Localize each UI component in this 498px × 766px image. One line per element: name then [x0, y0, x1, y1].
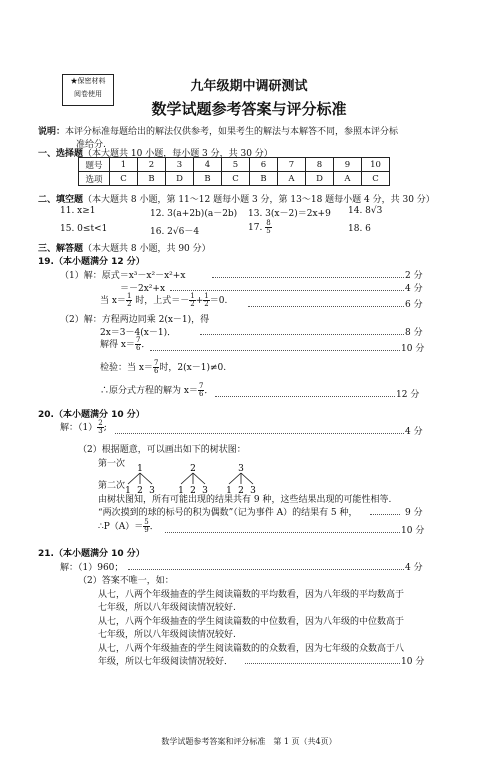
- tree-edge: [140, 473, 152, 484]
- dot-leader: [165, 532, 400, 533]
- numerator: 7: [153, 359, 159, 367]
- q19-line: （1）解：原式＝x³－x²－x²+x: [60, 271, 186, 281]
- stamp-line: 阅卷使用: [74, 90, 102, 98]
- dot-leader: [245, 663, 400, 664]
- section-solve: [38, 241, 211, 254]
- section-title: 二、填空题: [38, 195, 84, 205]
- score: 4 分: [405, 284, 423, 294]
- numerator: 7: [198, 382, 204, 390]
- tree-node: 2: [190, 464, 196, 474]
- dot-leader: [248, 306, 404, 307]
- text: +: [195, 296, 204, 306]
- table-row: [79, 158, 390, 172]
- text: 当 x＝: [100, 296, 126, 306]
- q21-line: 年级，所以七年级阅读情况较好．: [98, 657, 234, 667]
- table-cell: C: [222, 172, 250, 186]
- table-cell: B: [194, 172, 222, 186]
- dot-leader: [150, 350, 400, 351]
- score: 10 分: [401, 526, 425, 536]
- q19-line: [100, 360, 226, 375]
- answer-num: 17.: [248, 223, 263, 233]
- note-line: [38, 124, 398, 137]
- q20-line: [98, 519, 159, 534]
- table-cell: 9: [334, 158, 362, 172]
- denominator: 3: [98, 427, 103, 435]
- tree-label-second: 第二次: [98, 481, 126, 491]
- question-21-head: 21.（本小题满分 10 分）: [38, 549, 145, 559]
- q21-line: 从七，八两个年级抽查的学生阅读篇数的平均数看，因为八年级的平均数高于: [98, 590, 405, 600]
- q19-line: [100, 337, 150, 352]
- text: 时，2(x－1)≠0.: [159, 363, 227, 373]
- tree-label-first: 第一次: [98, 459, 126, 469]
- tree-leaf: 1: [178, 486, 184, 494]
- tree-leaf: 2: [238, 486, 244, 494]
- table-cell: 6: [250, 158, 278, 172]
- dot-leader: [115, 433, 404, 434]
- tree-node: 1: [137, 464, 143, 474]
- table-cell: 1: [110, 158, 138, 172]
- answer-16: 16. 2√6－4: [150, 227, 200, 237]
- text: ．: [204, 386, 214, 396]
- q19-line: （2）解：方程两边同乘 2(x－1)，得: [60, 315, 210, 325]
- text: 解得 x＝: [100, 340, 135, 350]
- table-row: [79, 172, 390, 186]
- numerator: 7: [135, 336, 141, 344]
- tree-leaf: 3: [202, 486, 208, 494]
- q19-line: ＝－2x²+x: [120, 284, 166, 294]
- q19-line: [100, 383, 213, 398]
- q20-line: 由树状图知，所有可能出现的结果共有 9 种，这些结果出现的可能性相等.: [98, 495, 392, 505]
- table-cell: 4: [194, 158, 222, 172]
- dot-leader: [212, 277, 404, 278]
- question-20-head: 20.（本小题满分 10 分）: [38, 410, 145, 420]
- text: ∴P（A）＝: [98, 522, 144, 532]
- dot-leader: [215, 396, 395, 397]
- table-cell: D: [306, 172, 334, 186]
- score: 12 分: [396, 390, 420, 400]
- q21-line: 解：（1）960；: [60, 563, 124, 573]
- text: 解：（1）: [60, 423, 98, 433]
- tree-leaf: 2: [137, 486, 143, 494]
- tree-edge: [241, 473, 253, 484]
- page-footer: 数学试题参考答案和评分标准 第 1 页（共4页）: [161, 737, 337, 746]
- score: 10 分: [401, 344, 425, 354]
- q21-line: 七年级，所以八年级阅读情况较好.: [98, 603, 236, 613]
- table-header: 选项: [79, 172, 110, 186]
- q20-line: （2）根据题意，可以画出如下的树状图：: [78, 445, 246, 455]
- score: 2 分: [405, 271, 423, 281]
- denominator: 2: [204, 300, 209, 308]
- fraction: [265, 220, 271, 235]
- dot-leader: [370, 514, 400, 515]
- note-text: 本评分标准每题给出的解法仅供参考，如果考生的解法与本解答不同，参照本评分标: [65, 127, 399, 137]
- dot-leader: [200, 334, 404, 335]
- note-label: 说明：: [38, 127, 66, 137]
- score: 10 分: [401, 657, 425, 667]
- text: 时，上式＝－: [132, 296, 190, 306]
- table-cell: C: [362, 172, 390, 186]
- tree-leaf: 3: [250, 486, 256, 494]
- stamp-line: ★保密材料: [70, 77, 106, 85]
- denominator: 2: [190, 300, 195, 308]
- q21-line: 七年级，所以八年级阅读情况较好.: [98, 630, 236, 640]
- numerator: 1: [126, 292, 132, 300]
- text: 检验：当 x＝: [100, 363, 153, 373]
- tree-leaf: 1: [125, 486, 131, 494]
- page-subtitle: 数学试题参考答案与评分标准: [151, 100, 347, 118]
- table-cell: 2: [138, 158, 166, 172]
- table-cell: A: [334, 172, 362, 186]
- tree-leaf: 2: [190, 486, 196, 494]
- table-cell: A: [278, 172, 306, 186]
- score: 8 分: [405, 328, 423, 338]
- section-fill: [38, 192, 435, 205]
- q20-line: “两次摸到的球的标号的积为偶数”（记为事件 A）的结果有 5 种，: [98, 508, 358, 518]
- dot-leader: [170, 290, 404, 291]
- numerator: 5: [144, 518, 149, 526]
- denominator: 6: [153, 367, 159, 375]
- table-header: 题号: [79, 158, 110, 172]
- table-cell: D: [166, 172, 194, 186]
- score: 6 分: [405, 300, 423, 310]
- tree-edge: [229, 473, 241, 484]
- tree-edge: [181, 473, 193, 484]
- tree-leaf: 3: [149, 486, 155, 494]
- question-19-head: 19.（本小题满分 12 分）: [38, 257, 145, 267]
- table-cell: 8: [306, 158, 334, 172]
- table-cell: B: [250, 172, 278, 186]
- section-desc: （本大题共 10 小题，每小题 3 分，共 30 分）: [83, 149, 273, 159]
- answer-11: 11. x≥1: [60, 206, 96, 216]
- tree-leaf: 1: [226, 486, 232, 494]
- q20-line: [60, 420, 107, 435]
- q21-line: （2）答案不唯一，如：: [78, 576, 174, 586]
- table-cell: 10: [362, 158, 390, 172]
- q21-line: 从七，八两个年级抽查的学生阅读篇数的的众数看，因为七年级的众数高于八: [98, 644, 405, 654]
- section-desc: （本大题共 8 小题，第 11～12 题每小题 3 分，第 13～18 题每小题 4 分，共 30 分）: [83, 195, 435, 205]
- score: 4 分: [405, 563, 423, 573]
- tree-node: 3: [238, 464, 244, 474]
- q21-line: 从七，八两个年级抽查的学生阅读篇数的中位数看，因为八年级的中位数高于: [98, 617, 405, 627]
- answer-12: 12. 3(a+2b)(a－2b): [150, 209, 238, 219]
- denominator: 5: [266, 227, 271, 235]
- score: 9 分: [405, 508, 423, 518]
- table-cell: C: [110, 172, 138, 186]
- q19-line: 2x＝3－4(x－1)．: [100, 328, 177, 338]
- denominator: 6: [198, 390, 204, 398]
- answer-15: 15. 0≤t<1: [60, 224, 108, 234]
- numerator: 1: [190, 292, 195, 300]
- table-cell: B: [138, 172, 166, 186]
- table-cell: 5: [222, 158, 250, 172]
- text: ;: [103, 423, 107, 433]
- answer-14: 14. 8√3: [348, 206, 383, 216]
- denominator: 6: [135, 344, 141, 352]
- dot-leader: [128, 569, 404, 570]
- section-title: 一、选择题: [38, 149, 84, 159]
- answer-table: [78, 157, 390, 186]
- page-title: 九年级期中调研测试: [190, 79, 308, 94]
- text: ∴原分式方程的解为 x＝: [100, 386, 198, 396]
- section-title: 三、解答题: [38, 244, 84, 254]
- tree-edge: [128, 473, 140, 484]
- note-text: 准给分.: [76, 140, 106, 150]
- table-cell: 7: [278, 158, 306, 172]
- answer-13: 13. 3(x－2)＝2x+9: [248, 209, 331, 219]
- denominator: 2: [126, 300, 132, 308]
- denominator: 9: [144, 526, 149, 534]
- text: ＝0.: [209, 296, 228, 306]
- text: ．: [141, 340, 151, 350]
- numerator: 1: [204, 292, 209, 300]
- tree-edge: [193, 473, 205, 484]
- text: ．: [149, 522, 159, 532]
- score: 4 分: [405, 427, 423, 437]
- q19-line: [100, 293, 227, 308]
- answer-18: 18. 6: [348, 224, 371, 234]
- section-desc: （本大题共 8 小题，共 90 分）: [83, 244, 211, 254]
- table-cell: 3: [166, 158, 194, 172]
- numerator: 8: [266, 219, 271, 227]
- answer-17: [248, 220, 272, 235]
- tree-diagram: [120, 462, 260, 494]
- numerator: 2: [98, 419, 103, 427]
